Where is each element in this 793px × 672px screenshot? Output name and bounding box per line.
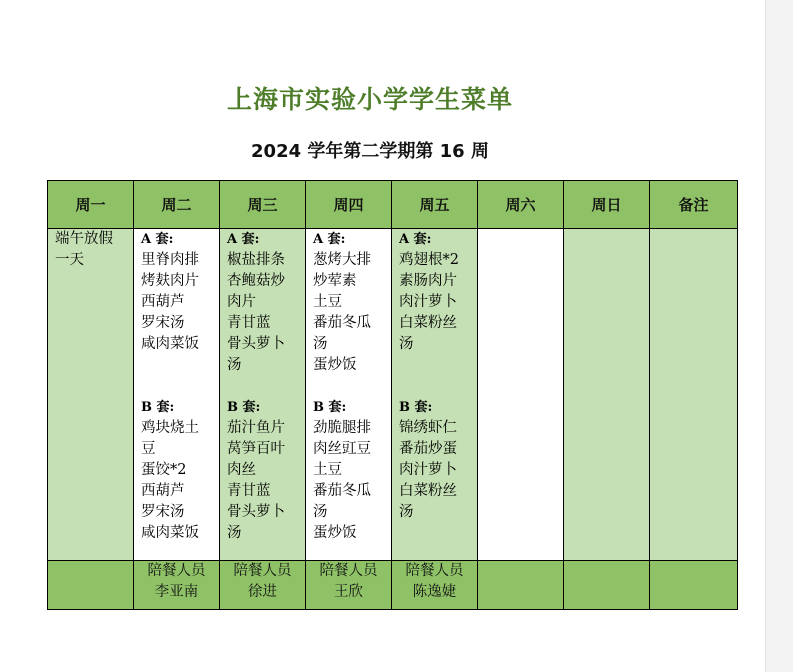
dish: 肉汁萝卜 [399, 294, 457, 310]
dish: 豆 [141, 441, 156, 457]
dish: 葱烤大排 [313, 252, 371, 268]
dish: 肉丝豇豆 [313, 441, 371, 457]
staff-sun [564, 561, 650, 610]
dish: 蛋炒饭 [313, 525, 357, 541]
dish: 番茄冬瓜 [313, 483, 371, 499]
staff-name: 李亚南 [154, 584, 199, 600]
dish: 鸡块烧土 [141, 420, 199, 436]
set-a-label: A 套: [399, 232, 432, 247]
staff-label: 陪餐人员 [233, 563, 292, 579]
staff-name: 王欣 [334, 584, 363, 600]
dish: 咸肉菜饭 [141, 525, 199, 541]
set-a-label: A 套: [313, 232, 346, 247]
staff-name: 徐进 [248, 584, 277, 600]
staff-fri [392, 561, 478, 610]
cell-sat [478, 229, 564, 561]
dish: 汤 [399, 504, 414, 520]
set-b-label: B 套: [313, 400, 347, 415]
dish: 汤 [227, 525, 242, 541]
dish: 汤 [399, 336, 414, 352]
header-row [48, 181, 738, 229]
set-a-label: A 套: [141, 232, 174, 247]
dish: 椒盐排条 [227, 252, 285, 268]
set-b-label: B 套: [399, 400, 433, 415]
set-b-label: B 套: [141, 400, 175, 415]
dish: 杏鲍菇炒 [227, 273, 285, 289]
page-title: 上海市实验小学学生菜单 [226, 85, 513, 114]
dish: 肉片 [227, 294, 256, 310]
menu-table [47, 180, 738, 610]
holiday-note-line: 端午放假 [55, 231, 113, 247]
dish: 蛋饺*2 [141, 462, 187, 478]
header-sat: 周六 [478, 181, 564, 229]
set-b-label: B 套: [227, 400, 261, 415]
dish: 骨头萝卜 [227, 504, 285, 520]
dish: 白菜粉丝 [399, 315, 457, 331]
dish: 炒荤素 [313, 273, 357, 289]
staff-sat [478, 561, 564, 610]
header-tue: 周二 [134, 181, 220, 229]
header-mon: 周一 [48, 181, 134, 229]
dish: 蛋炒饭 [313, 357, 357, 373]
dish: 番茄炒蛋 [399, 441, 457, 457]
dish: 土豆 [313, 462, 342, 478]
staff-tue [134, 561, 220, 610]
cell-notes [650, 229, 738, 561]
dish: 罗宋汤 [141, 504, 185, 520]
cell-thu [306, 229, 392, 561]
dish: 锦绣虾仁 [399, 420, 457, 436]
dish: 汤 [313, 504, 328, 520]
dish: 莴笋百叶 [227, 441, 285, 457]
dish: 番茄冬瓜 [313, 315, 371, 331]
holiday-note-line: 一天 [55, 252, 84, 268]
header-notes: 备注 [650, 181, 738, 229]
dish: 西葫芦 [141, 483, 185, 499]
dish: 西葫芦 [141, 294, 185, 310]
page-margin [765, 0, 793, 672]
staff-row [48, 561, 738, 610]
set-a-label: A 套: [227, 232, 260, 247]
staff-name: 陈逸婕 [412, 584, 457, 600]
dish: 素肠肉片 [399, 273, 457, 289]
staff-thu [306, 561, 392, 610]
dish: 劲脆腿排 [313, 420, 371, 436]
dish: 鸡翅根*2 [399, 252, 459, 268]
header-wed: 周三 [220, 181, 306, 229]
dish: 白菜粉丝 [399, 483, 457, 499]
dish: 汤 [227, 357, 242, 373]
dish: 青甘蓝 [227, 483, 271, 499]
cell-tue [134, 229, 220, 561]
header-fri: 周五 [392, 181, 478, 229]
staff-label: 陪餐人员 [319, 563, 378, 579]
dish: 青甘蓝 [227, 315, 271, 331]
staff-notes [650, 561, 738, 610]
header-thu: 周四 [306, 181, 392, 229]
dish: 烤麸肉片 [141, 273, 199, 289]
dish: 肉丝 [227, 462, 256, 478]
dish: 骨头萝卜 [227, 336, 285, 352]
cell-sun [564, 229, 650, 561]
staff-label: 陪餐人员 [405, 563, 464, 579]
menu-row [48, 229, 738, 561]
dish: 咸肉菜饭 [141, 336, 199, 352]
dish: 土豆 [313, 294, 342, 310]
staff-wed [220, 561, 306, 610]
dish: 茄汁鱼片 [227, 420, 285, 436]
cell-wed [220, 229, 306, 561]
dish: 罗宋汤 [141, 315, 185, 331]
cell-fri [392, 229, 478, 561]
dish: 里脊肉排 [141, 252, 199, 268]
page-subtitle: 2024 学年第二学期第 16 周 [251, 141, 489, 162]
cell-mon [48, 229, 134, 561]
header-sun: 周日 [564, 181, 650, 229]
staff-mon [48, 561, 134, 610]
dish: 肉汁萝卜 [399, 462, 457, 478]
dish: 汤 [313, 336, 328, 352]
staff-label: 陪餐人员 [147, 563, 206, 579]
